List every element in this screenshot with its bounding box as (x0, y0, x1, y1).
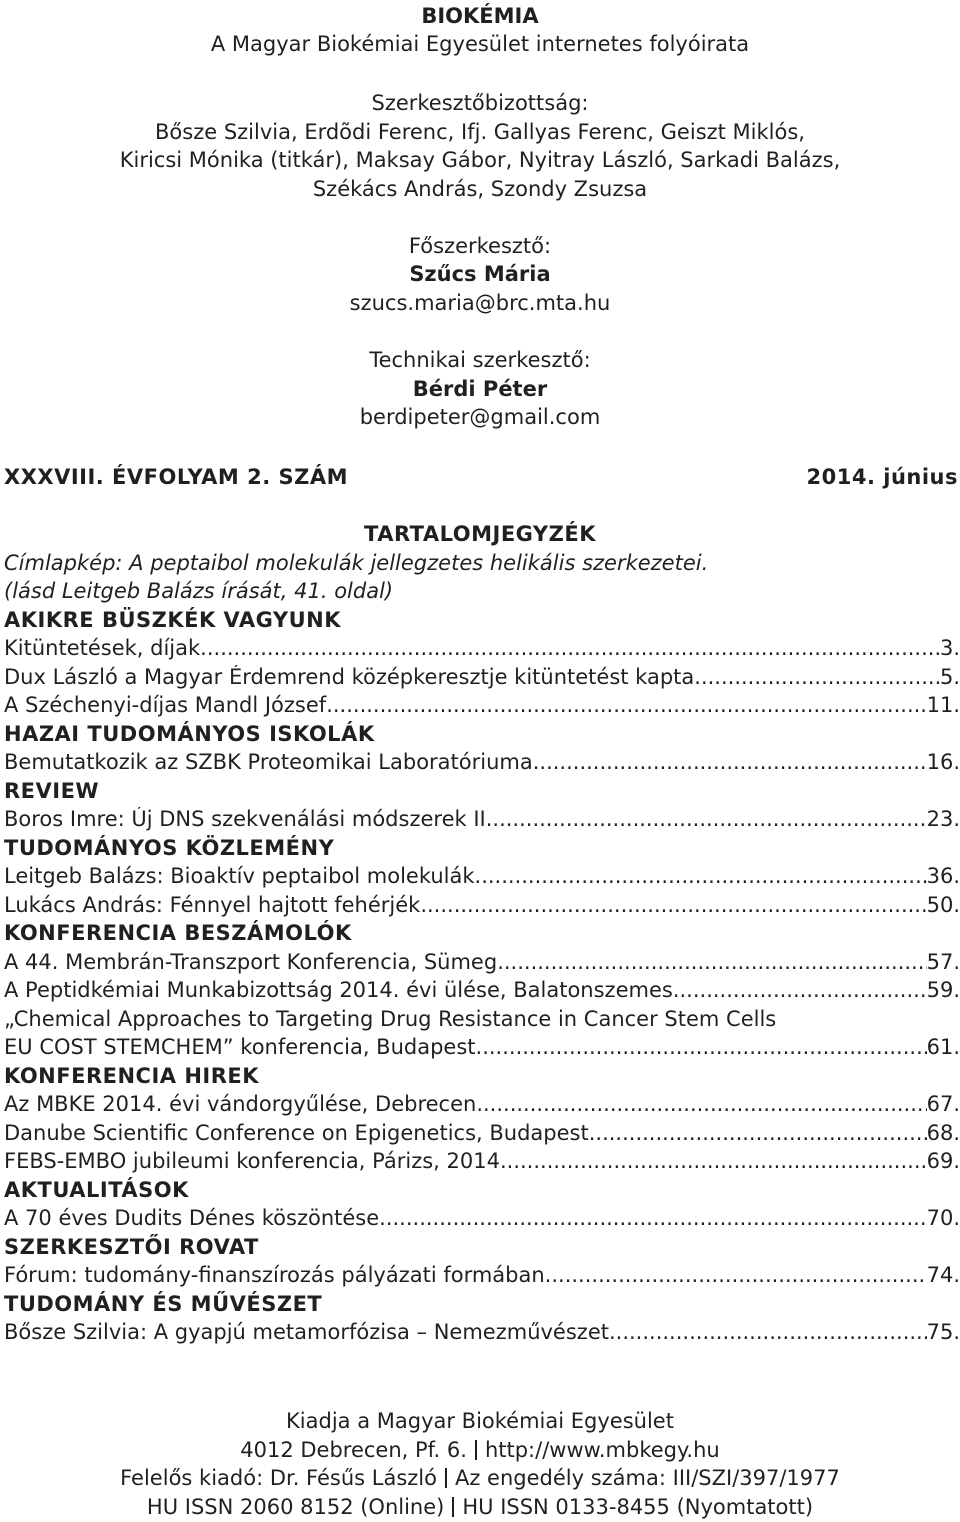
toc-entry-title: Kitüntetések, díjak (4, 636, 201, 660)
divider (475, 1440, 477, 1460)
issn-online: HU ISSN 2060 8152 (Online) (146, 1495, 445, 1519)
toc-entry[interactable] (4, 1263, 960, 1287)
issue-volume: XXXVIII. ÉVFOLYAM 2. SZÁM (4, 465, 349, 489)
toc-leader (545, 1263, 927, 1287)
toc-entry-title: Bemutatkozik az SZBK Proteomikai Laboratóriuma (4, 750, 533, 774)
journal-title: BIOKÉMIA (421, 4, 539, 28)
toc-leader (326, 693, 926, 717)
address-line (0, 1438, 960, 1462)
toc-section-heading: TUDOMÁNYOS KÖZLEMÉNY (4, 836, 335, 860)
technical-editor-label: Technikai szerkesztő: (369, 348, 591, 372)
toc-section-heading: AKIKRE BÜSZKÉK VAGYUNK (4, 608, 342, 632)
toc-entry-title: EU COST STEMCHEM” konferencia, Budapest (4, 1035, 476, 1059)
toc-page-number: 3. (939, 636, 960, 660)
toc-entry[interactable] (4, 1149, 960, 1173)
toc-entry[interactable] (4, 693, 960, 717)
toc-leader (379, 1206, 926, 1230)
toc-page-number: 75. (926, 1320, 960, 1344)
toc-leader (420, 893, 926, 917)
toc-leader (694, 665, 940, 689)
editorial-board-line: Kiricsi Mónika (titkár), Maksay Gábor, Nyitray László, Sarkadi Balázs, (119, 148, 841, 172)
permit-number: Az engedély száma: III/SZI/397/1977 (454, 1466, 840, 1490)
toc-leader (497, 950, 926, 974)
toc-leader (589, 1121, 927, 1145)
toc-entry-title[interactable]: „Chemical Approaches to Targeting Drug Resistance in Cancer Stem Cells (4, 1007, 777, 1031)
toc-entry[interactable] (4, 750, 960, 774)
toc-entry[interactable] (4, 665, 960, 689)
cover-caption: Címlapkép: A peptaibol molekulák jellegzetes helikális szerkezetei. (4, 551, 709, 575)
toc-leader (476, 1035, 927, 1059)
editorial-board-label: Szerkesztőbizottság: (371, 91, 589, 115)
toc-entry[interactable] (4, 950, 960, 974)
journal-subtitle: A Magyar Biokémiai Egyesület internetes folyóirata (210, 32, 750, 56)
toc-leader (492, 807, 926, 831)
toc-entry-title: Danube Scientific Conference on Epigenetics, Budapest (4, 1121, 589, 1145)
toc-page-number: 68. (926, 1121, 960, 1145)
publisher-info-line (0, 1466, 960, 1490)
toc-section-heading: SZERKESZTŐI ROVAT (4, 1235, 259, 1259)
toc-leader (500, 1149, 927, 1173)
toc-entry-title: Bősze Szilvia: A gyapjú metamorfózisa – Nemezművészet (4, 1320, 609, 1344)
toc-entry-title: A 70 éves Dudits Dénes köszöntése (4, 1206, 380, 1230)
toc-entry-title: Dux László a Magyar Érdemrend középkeresztje kitüntetést kapta (4, 665, 695, 689)
toc-entry[interactable] (4, 864, 960, 888)
toc-section-heading: AKTUALITÁSOK (4, 1178, 189, 1202)
toc-entry[interactable] (4, 1092, 960, 1116)
toc-entry-title: Leitgeb Balázs: Bioaktív peptaibol molekulák (4, 864, 475, 888)
toc-entry-title: Boros Imre: Új DNS szekvenálási módszerek II. (4, 807, 493, 831)
toc-page-number: 36. (926, 864, 960, 888)
issn-line (0, 1495, 960, 1519)
toc-page-number: 69. (926, 1149, 960, 1173)
postal-address: 4012 Debrecen, Pf. 6. (240, 1438, 467, 1462)
toc-page-number: 61. (926, 1035, 960, 1059)
toc-entry-title: Az MBKE 2014. évi vándorgyűlése, Debrecen (4, 1092, 477, 1116)
toc-entry-title: A Peptidkémiai Munkabizottság 2014. évi ülése, Balatonszemes (4, 978, 673, 1002)
toc-page-number: 57. (926, 950, 960, 974)
toc-entry[interactable] (4, 978, 960, 1002)
website-link[interactable]: http://www.mbkegy.hu (484, 1438, 720, 1462)
divider (452, 1497, 454, 1517)
toc-leader (673, 978, 927, 1002)
toc-leader (200, 636, 940, 660)
toc-leader (476, 1092, 926, 1116)
toc-leader (475, 864, 927, 888)
toc-section-heading: REVIEW (4, 779, 100, 803)
toc-entry-title: Fórum: tudomány-finanszírozás pályázati formában (4, 1263, 545, 1287)
toc-leader (533, 750, 927, 774)
editorial-board-line: Székács András, Szondy Zsuzsa (312, 177, 648, 201)
chief-editor-email: szucs.maria@brc.mta.hu (349, 291, 611, 315)
toc-page-number: 16. (926, 750, 960, 774)
toc-entry[interactable] (4, 1121, 960, 1145)
toc-entry[interactable] (4, 1206, 960, 1230)
toc-section-heading: KONFERENCIA BESZÁMOLÓK (4, 921, 352, 945)
toc-page-number: 67. (926, 1092, 960, 1116)
toc-page-number: 59. (926, 978, 960, 1002)
toc-section-heading: TUDOMÁNY ÉS MŰVÉSZET (4, 1292, 323, 1316)
toc-entry[interactable] (4, 893, 960, 917)
toc-page-number: 23. (926, 807, 960, 831)
toc-page-number: 5. (939, 665, 960, 689)
toc-entry[interactable] (4, 807, 960, 831)
cover-caption-reference: (lásd Leitgeb Balázs írását, 41. oldal) (4, 579, 394, 603)
toc-page-number: 74. (926, 1263, 960, 1287)
issue-date: 2014. június (806, 465, 958, 489)
toc-leader (609, 1320, 927, 1344)
toc-entry[interactable] (4, 636, 960, 660)
technical-editor-email: berdipeter@gmail.com (359, 405, 601, 429)
toc-page-number: 50. (926, 893, 960, 917)
toc-entry-title: A Széchenyi-díjas Mandl József (4, 693, 327, 717)
chief-editor-label: Főszerkesztő: (408, 234, 552, 258)
publisher-line: Kiadja a Magyar Biokémiai Egyesület (286, 1409, 674, 1433)
toc-entry[interactable] (4, 1320, 960, 1344)
technical-editor-name: Bérdi Péter (412, 377, 548, 401)
toc-entry-title: Lukács András: Fénnyel hajtott fehérjék (4, 893, 421, 917)
toc-page-number: 11. (926, 693, 960, 717)
divider (445, 1468, 447, 1488)
chief-editor-name: Szűcs Mária (409, 262, 551, 286)
issn-print: HU ISSN 0133-8455 (Nyomtatott) (462, 1495, 814, 1519)
toc-entry-title: FEBS-EMBO jubileumi konferencia, Párizs, 2014 (4, 1149, 500, 1173)
responsible-publisher: Felelős kiadó: Dr. Fésűs László (120, 1466, 437, 1490)
toc-title: TARTALOMJEGYZÉK (364, 522, 596, 546)
editorial-board-line: Bősze Szilvia, Erdõdi Ferenc, Ifj. Gallyas Ferenc, Geiszt Miklós, (155, 120, 805, 144)
toc-entry[interactable] (4, 1035, 960, 1059)
toc-section-heading: KONFERENCIA HIREK (4, 1064, 260, 1088)
toc-section-heading: HAZAI TUDOMÁNYOS ISKOLÁK (4, 722, 375, 746)
toc-page-number: 70. (926, 1206, 960, 1230)
toc-entry-title: A 44. Membrán-Transzport Konferencia, Sümeg (4, 950, 498, 974)
